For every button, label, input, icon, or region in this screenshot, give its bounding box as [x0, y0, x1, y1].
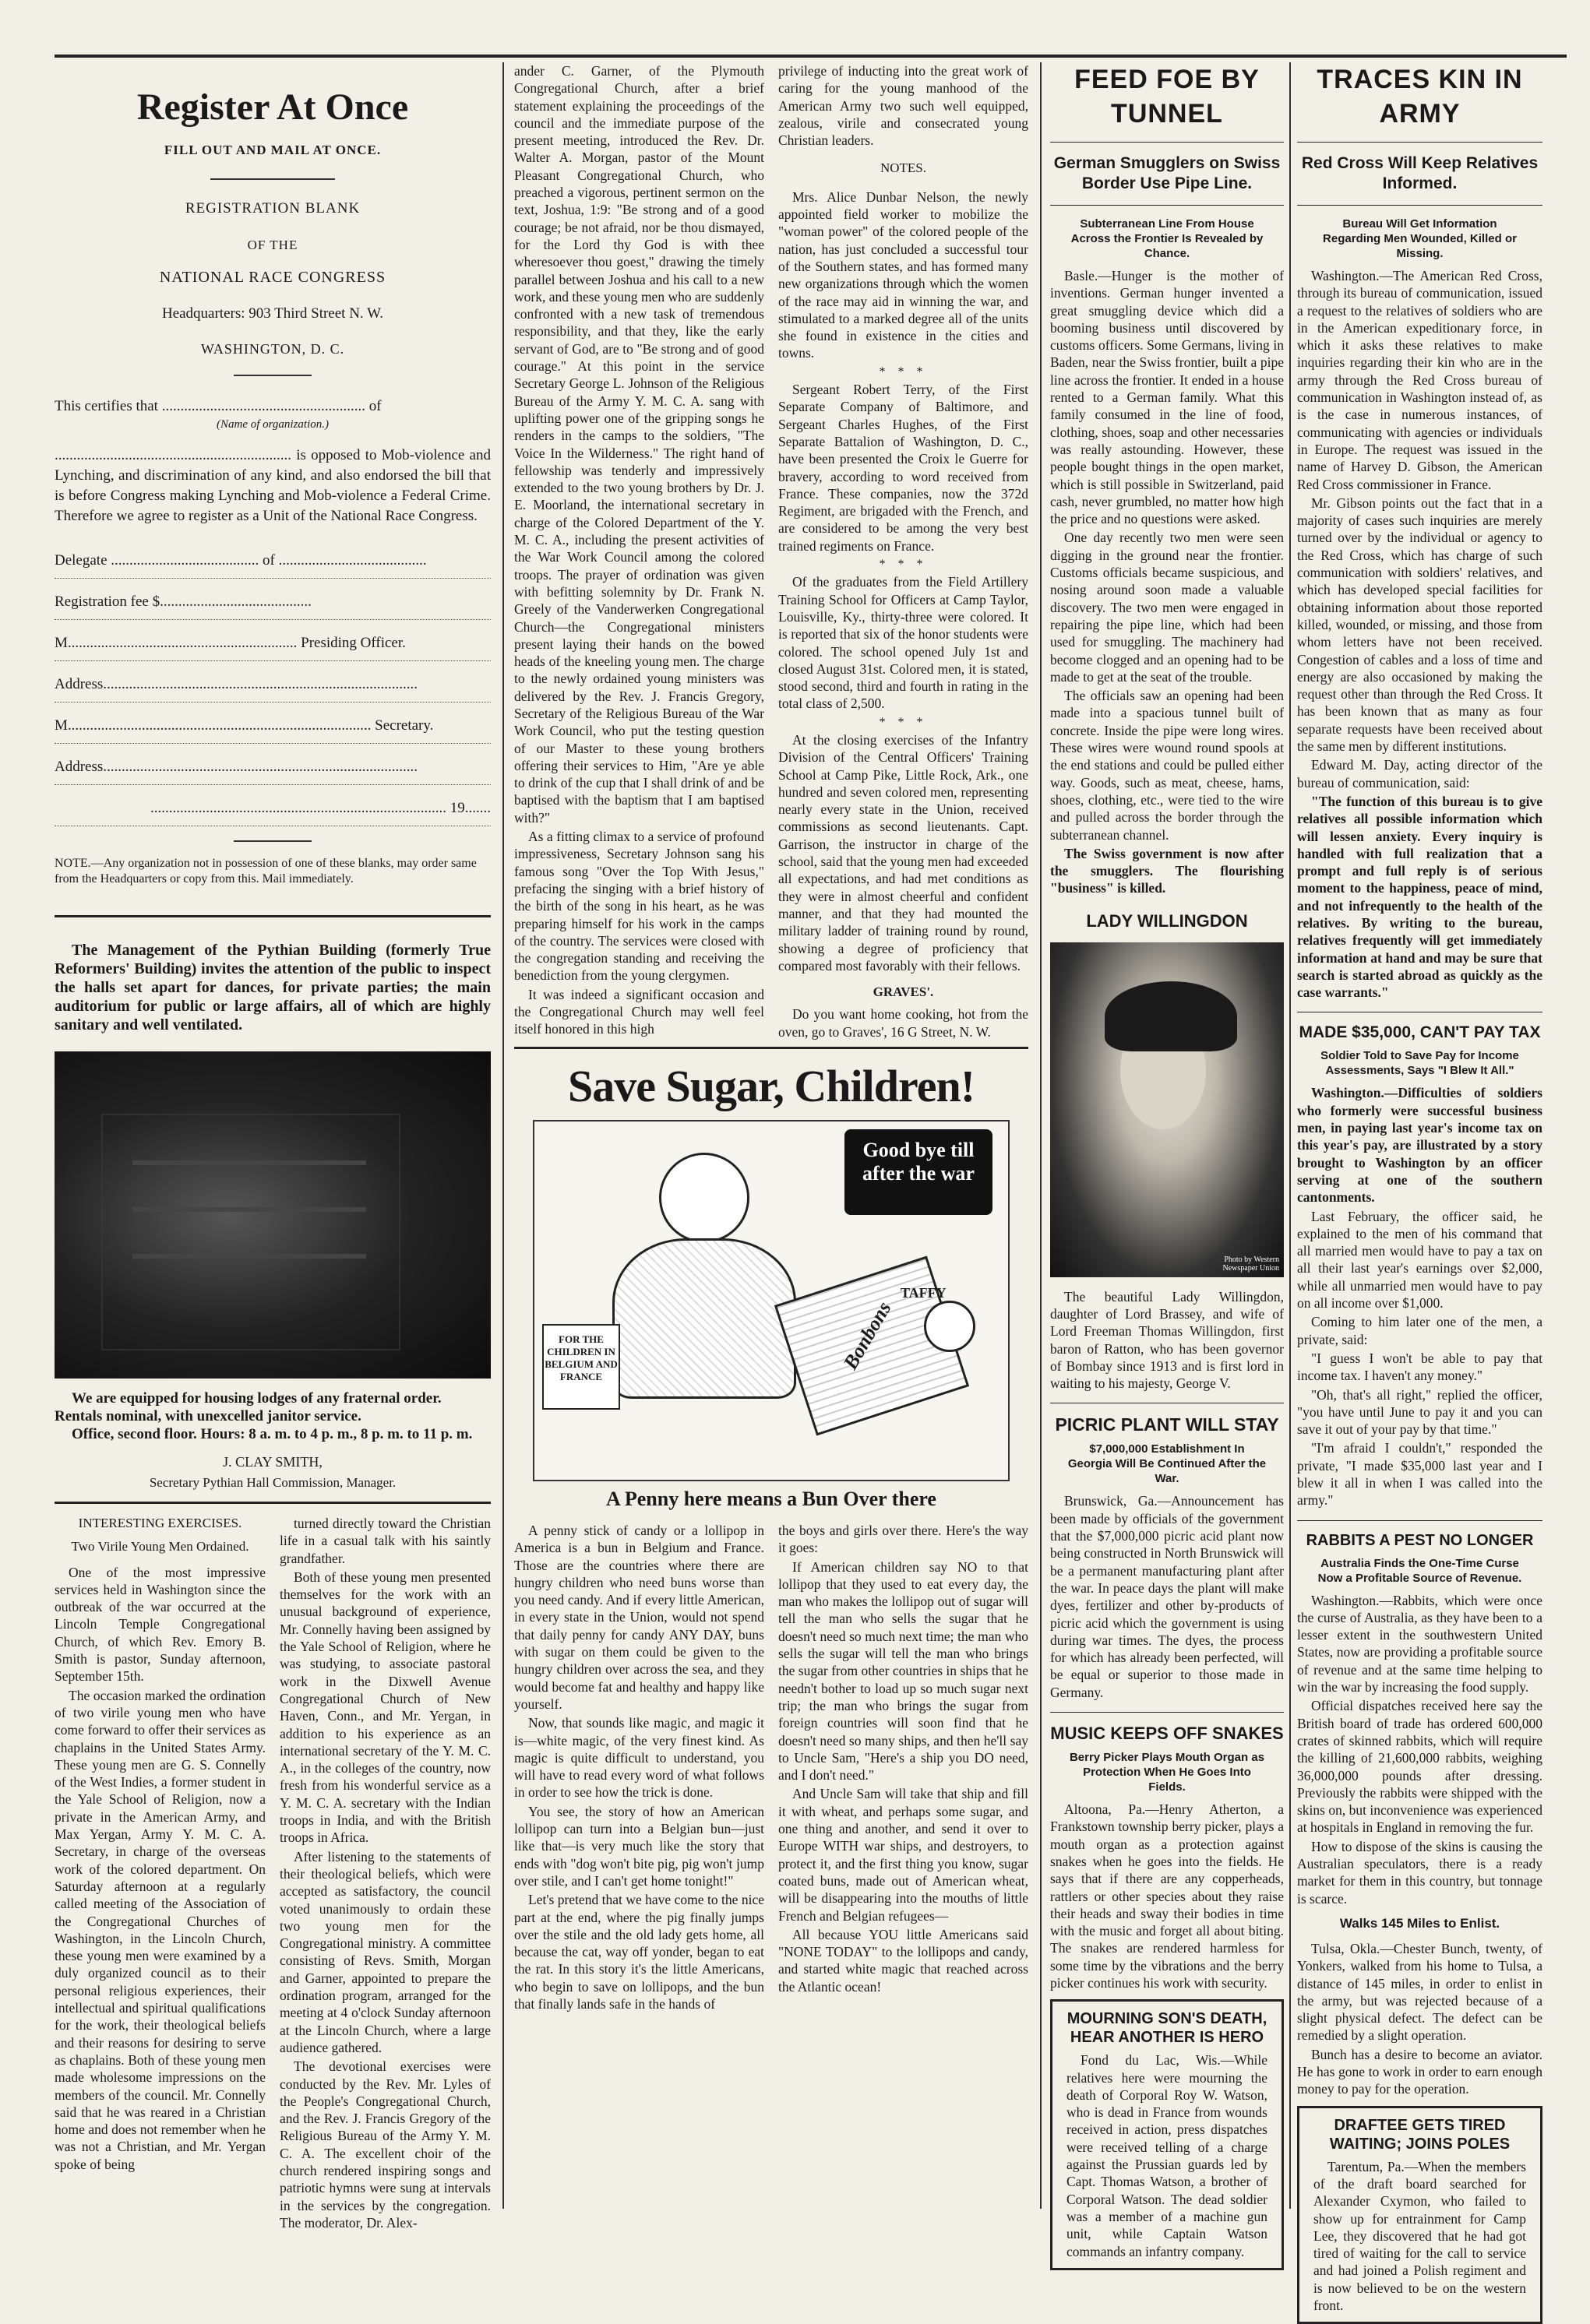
article-paragraph: Let's pretend that we have come to the nice part at the end, where the pig finally jumps over the stile and the old lady gets home, all because the cat, way off yonder, began to eat the rat. In this story it's the little Americans, who begin to save on lollipops, and the bun that finally lands safe in the hands of — [514, 1892, 764, 2012]
article-paragraph: Coming to him later one of the men, a private, said: — [1297, 1314, 1542, 1347]
divider — [234, 840, 312, 842]
pythian-lodges: We are equipped for housing lodges of any fraternal order. Rentals nominal, with unexcelled janitor service. — [55, 1390, 442, 1424]
feed-foe-deck: Subterranean Line From House Across the Frontier Is Revealed by Chance. — [1070, 217, 1264, 260]
article-paragraph: All because YOU little Americans said "NONE TODAY" to the lollipops and candy, and started white magic that reached across the Atlantic ocean! — [778, 1926, 1028, 1995]
ad-caption: A Penny here means a Bun Over there — [606, 1488, 936, 1510]
taffy-label: TAFFY — [901, 1285, 947, 1301]
middle-column — [514, 62, 1028, 2209]
article-paragraph: Mr. Gibson points out the fact that in a majority of cases such inquiries are merely turned over by the individual or agency to the Red Cross, which has charge of such communication with soldiers' relatives, and which has developed special facilities for obtaining information about those reported killed, wounded, or missing, and those from whom letters have not been received. Congestion of cables and a loss of time and energy are also occasioned by making the request other than through the Red Cross. It has been known that as many as four separate requests have been received about the same men by different institutions. — [1297, 495, 1542, 755]
girl-dress — [612, 1238, 796, 1399]
article-paragraph: How to dispose of the skins is causing the Australian speculators, there is a ready market for them in this country, but tonnage is scarce. — [1297, 1838, 1542, 1907]
draftee-box — [1297, 2106, 1542, 2324]
feed-foe-subhead: German Smugglers on Swiss Border Use Pipe Line. — [1053, 154, 1281, 192]
article-paragraph: ander C. Garner, of the Plymouth Congregational Church, after a brief statement explaining the proceedings of the council and the immediate purpose of the present meeting, introduced the Rev. Dr. Walter A. Morgan, pastor of the Mount Pleasant Congregational Church, who preached a vigorous, pertinent sermon on the text, Joshua, 1:9: "Be strong and of a good courage; be not afraid, nor be thou dismayed, for the Lord thy God is with thee wheresoever thou goest," drawing the timely parallel between Joshua and his call to a new work, and these young men who are suddenly confronted with a new task of tremendous responsibility, and that they, like the early servant of God, are to "Be strong and of good courage." At this point in the service Secretary George L. Johnson of the Religious Bureau of the Army Y. M. C. A. sang with uplifting power one of the gripping songs he renders in the camps to the soldiers, "The Voice In the Wilderness." The right hand of fellowship was tenderly and impressively extended to the two young brothers by Dr. J. E. Moorland, the international secretary in charge of the Colored Department of the Y. M. C. A., including the present activities of the War Work Council among the colored troops. The prayer of ordination was given with befitting solemnity by Dr. Frank N. Greely of the Vanderwerken Congregational Church—the Congregational ministers present laying their hands on the bowed heads of the kneeling young men. The charge to the newly ordained young ministers was delivered by the Rev. J. Francis Gregory, Secretary of the Religious Bureau of the War Work Council, who put the testing question of our Master to these young brothers offering their services to Him, "Are ye able to drink of the cup that I shall drink of and be baptised with the baptism that I am baptised with?" — [514, 63, 764, 826]
address-field-2[interactable]: Address..................................................................................... — [55, 750, 491, 785]
notes-paragraph: Mrs. Alice Dunbar Nelson, the newly appointed field worker to mobilize the "woman power" of the colored people of the nation, has just concluded a successful tour of the Southern states, and has formed many new organizations through which the women of the race may aid in winning the war, and stimulated to a marked degree all of the units she found in existence in the cities and towns. — [778, 188, 1028, 361]
article-headline: INTERESTING EXERCISES. — [78, 1516, 242, 1530]
article-paragraph: Washington.—The American Red Cross, through its bureau of communication, issued a request to the relatives of soldiers who are in the American expeditionary force, in which it asks these relatives to make inquiries regarding their kin who are in the army through the Red Cross bureau of communication in Washington instead of, as is the case in numerous instances, of communicating with agencies or individuals in Europe. The request was issued in the name of Harvey D. Gibson, the American Red Cross commissioner in France. — [1297, 268, 1542, 492]
divider — [210, 178, 335, 180]
article-paragraph: Washington.—Rabbits, which were once the curse of Australia, as they have been to a lesser extent in the southwestern United States, now are providing a profitable source of revenue and at the same time helping to win the war by increasing the food supply. — [1297, 1592, 1542, 1695]
delegate-field[interactable]: Delegate ........................................ of ........................................ — [55, 544, 491, 579]
article-paragraph: It was indeed a significant occasion and the Congregational Church may well feel itself honored in this high — [514, 986, 764, 1037]
pythian-announcement: The Management of the Pythian Building (formerly True Reformers' Building) invites the attention of the public to inspect the halls set apart for dances, for private parties; the main auditorium for public or large affairs, all of which are highly sanitary and well ventilated. — [55, 942, 491, 1033]
save-sugar-ad — [514, 1060, 1028, 2014]
traces-kin-headline: TRACES KIN IN ARMY — [1317, 65, 1523, 129]
notes-paragraph: Of the graduates from the Field Artillery Training School for Officers at Camp Taylor, Louisville, Ky., thirty-three were colored. It is reported that six of the honor students were colored. The school opened July 1st and closed August 31st. Colored men, it is stated, stood second, third and fourth in rating in the total class of 2,500. — [778, 574, 1028, 712]
article-paragraph: the boys and girls over there. Here's the way it goes: — [778, 1523, 1028, 1556]
picric-plant-heading: PICRIC PLANT WILL STAY — [1055, 1414, 1279, 1435]
article-paragraph: The Swiss government is now after the smugglers. The flourishing "business" is killed. — [1050, 845, 1284, 896]
section-rule — [55, 1502, 491, 1504]
bonbons-label: Bonbons — [838, 1298, 896, 1374]
article-paragraph: Tarentum, Pa.—When the members of the draft board searched for Alexander Cxymon, who failed to show up for entrainment for Camp Lee, they discovered that he had got tired of waiting for the call to service and had joined a Polish regiment and is now believed to be on the western front. — [1313, 2158, 1526, 2313]
income-tax-deck: Soldier Told to Save Pay for Income Assessments, Says "I Blew It All." — [1320, 1049, 1519, 1078]
picric-plant-deck: $7,000,000 Establishment In Georgia Will Be Continued After the War. — [1067, 1442, 1267, 1486]
register-title: Register At Once — [136, 86, 409, 128]
article-paragraph: "Oh, that's all right," replied the officer, "you have until June to pay it and you can save it out of your pay by that time." — [1297, 1386, 1542, 1438]
interesting-exercises-article — [55, 1515, 491, 2233]
ad-illustration — [533, 1120, 1010, 1481]
separator-stars: * * * — [879, 364, 928, 379]
article-paragraph: Last February, the officer said, he explained to the men of his command that all married men would have to pay a tax on all their last year's earnings over $2,000, while all unmarried men would have to pay on all income over $1,000. — [1297, 1208, 1542, 1312]
organization-hint: (Name of organization.) — [216, 418, 330, 431]
article-paragraph: One of the most impressive services held in Washington since the outbreak of the war occurred at the Lincoln Temple Congregational Church, of which Rev. Emory B. Smith is pastor, Sunday afternoon, September 15th. — [55, 1564, 266, 1685]
blank-title: REGISTRATION BLANK — [185, 200, 361, 217]
graves-ad: Do you want home cooking, hot from the oven, go to Graves', 16 G Street, N. W. — [778, 1006, 1028, 1040]
headquarters-address: Headquarters: 903 Third Street N. W. — [161, 305, 384, 322]
of-the-label: OF THE — [247, 238, 298, 252]
presiding-officer-field[interactable]: M.............................................................. Presiding Officer. — [55, 626, 491, 661]
article-paragraph: A penny stick of candy or a lollipop in America is a bun in Belgium and France. Those are the countries where there are hungry children who need buns worse than you need candy. And if every little American, in every state in the Union, would not spend that daily penny for candy ANY DAY, buns with sugar on them could be given to the hungry children over across the sea, and they would become fat and healthy and happy like yourself. — [514, 1523, 764, 1712]
article-paragraph: Brunswick, Ga.—Announcement has been made by officials of the government that the $7,000,000 picric acid plant now being constructed in North Brunswick will be a permanent manufacturing plant after the war. In peace days the plant will make dyes, fertilizer and other by-products of picric acid which the government is using during war times. The dyes, the process for which has already been perfected, will be equal or superior to those made in Germany. — [1050, 1493, 1284, 1700]
article-paragraph: If American children say NO to that lollipop that they used to eat every day, the man who makes the lollipop out of sugar will tell the man who sells the sugar that he doesn't need so much next time; the man who sells the sugar will tell the man who brings the sugar from other countries in ships that he needn't bother to load up so much sugar next trip; the man who brings the sugar from foreign countries will soon find that he doesn't need so many ships, and then he'll say to Uncle Sam, "Here's a ship you DO need, and I don't need." — [778, 1558, 1028, 1783]
lady-willingdon-caption — [1050, 1288, 1284, 1393]
column-rule — [502, 62, 504, 2209]
income-tax-heading: MADE $35,000, CAN'T PAY TAX — [1299, 1023, 1541, 1042]
pythian-office-hours: Office, second floor. Hours: 8 a. m. to 4 p. m., 8 p. m. to 11 p. m. — [72, 1426, 473, 1442]
music-snakes-heading: MUSIC KEEPS OFF SNAKES — [1050, 1724, 1284, 1744]
lady-willingdon-portrait — [1050, 942, 1284, 1277]
article-paragraph: The devotional exercises were conducted by the Rev. Mr. Lyles of the People's Congregational Church, and the Rev. J. Francis Gregory of the Religious Bureau of the Army Y. M. C. A. The excellent choir of the church rendered inspiring songs and patriotic hymns were sung at intervals in the services by the congregation. The moderator, Dr. Alex- — [280, 2058, 491, 2231]
rabbits-deck: Australia Finds the One-Time Curse Now a Profitable Source of Revenue. — [1317, 1556, 1522, 1585]
congress-name: NATIONAL RACE CONGRESS — [159, 269, 386, 286]
register-subtitle: FILL OUT AND MAIL AT ONCE. — [164, 143, 382, 157]
article-paragraph: The officials saw an opening had been made into a spacious tunnel built of concrete. Inside the pipe were long wires. These wires were wound round spools at the end stations and could be pulled either way. Goods, such as meat, cheese, hams, shoes, clothing, etc., were tied to the wire and pulled across the border through the subterranean channel. — [1050, 688, 1284, 843]
date-field[interactable]: ................................................................................ 19....... — [55, 791, 491, 826]
article-paragraph: Fond du Lac, Wis.—While relatives here were mourning the death of Corporal Roy W. Watson, who is dead in France from wounds received in action, press dispatches were received telling of a charge against the Prussian guards led by Capt. Thomas Watson, a brother of Corporal Watson. The dead soldier was a member of a machine gun unit, while Captain Watson commands an infantry company. — [1066, 2052, 1267, 2259]
photo-credit: Photo by Western Newspaper Union — [1222, 1255, 1279, 1273]
candy-character — [924, 1301, 975, 1352]
notes-paragraph: At the closing exercises of the Infantry Division of the Central Officers' Training School at Camp Pike, Little Rock, Ark., one hundred and seven colored men, representing nearly every state in the Union, received commissions as second lieutenants. Capt. Garrison, the instructor in charge of the school, said that the young men had exceeded all expectations, and had met conditions as they were in almost cheerful and confident manner, and that they had mounted the military ladder of training round by round, showing a degree of proficiency that compared most favorably with their fellows. — [778, 731, 1028, 974]
caption-text: The beautiful Lady Willingdon, daughter of Lord Brassey, and wife of Lord Freeman Thomas Willingdon, first baron of Ratton, who has been governor of Bombay since 1913 and is first lord in waiting to his majesty, George V. — [1050, 1288, 1284, 1392]
traces-kin-deck: Bureau Will Get Information Regarding Men Wounded, Killed or Missing. — [1323, 217, 1517, 260]
article-paragraph: "The function of this bureau is to give relatives all possible information which will lessen anxiety. Every inquiry is handled with full realization that a prompt and full reply is of serious moment to the happiness, peace of mind, and not infrequently to the health of the relatives. By writing to the bureau, relatives frequently will get immediately information at hand and may be sure that search is started abroad as quickly as the case warrants." — [1297, 793, 1542, 1001]
article-paragraph: Altoona, Pa.—Henry Atherton, a Frankstown township berry picker, plays a mouth organ as a protection against snakes when he goes into the fields. He says that if there are any copperheads, rattlers or other species about they raise their heads and sway their bodies in time with the music and forget all about biting. The snakes are rendered harmless for some time by the vibrations and the berry picker continues his work with security. — [1050, 1801, 1284, 1991]
city-label: WASHINGTON, D. C. — [200, 341, 345, 357]
separator-stars: * * * — [879, 715, 928, 729]
column-rule — [1040, 62, 1042, 2209]
address-field-1[interactable]: Address..................................................................................... — [55, 667, 491, 702]
pythian-building-photo — [55, 1051, 491, 1379]
notes-paragraph: Sergeant Robert Terry, of the First Separate Company of Baltimore, and Sergeant Charles Hughes, of the First Separate Battalion of Washington, D. C., have been presented the Croix le Guerre for bravery, according to word received from France. These companies, now the 372d Regiment, are brigaded with the French, and are considered to be among the very best trained regiments on France. — [778, 382, 1028, 554]
article-paragraph: As a fitting climax to a service of profound impressiveness, Secretary Johnson sang his famous song "Over the Top With Jesus," prefacing the singing with a brief history of the birth of the song in his heart, as he was preparing himself for his work in the camps of the country. The services were closed with the congregation standing and receiving the benediction from the young clergymen. — [514, 829, 764, 984]
separator-stars: * * * — [879, 558, 928, 572]
ad-title: Save Sugar, Children! — [567, 1061, 975, 1111]
article-paragraph: One day recently two men were seen digging in the ground near the frontier. Customs officials became suspicious, and nosing around soon made a valuable discovery. The two men were engaged in repairing the pipe line, which had been used for smuggling. The machinery had become clogged and an opening had to be made to get at the seat of the trouble. — [1050, 530, 1284, 685]
mourning-heading: MOURNING SON'S DEATH, HEAR ANOTHER IS HERO — [1066, 2010, 1267, 2047]
section-rule — [514, 1047, 1028, 1049]
girl-figure — [659, 1153, 749, 1243]
article-paragraph: Bunch has a desire to become an aviator. He has gone to work in order to earn enough money to pay for the operation. — [1297, 2046, 1542, 2097]
ordination-continued — [514, 62, 1028, 1040]
signer-name: J. CLAY SMITH, — [223, 1454, 323, 1470]
article-paragraph: Now, that sounds like magic, and magic it is—white magic, of the very finest kind. As magic is quite difficult to understand, you will have to read every word of what follows in order to see how the trick is done. — [514, 1715, 764, 1801]
speech-bubble: Good bye till after the war — [844, 1129, 992, 1215]
article-paragraph: "I'm afraid I couldn't," responded the private, "I made $35,000 last year and I blew it all in when I was called into the army." — [1297, 1440, 1542, 1509]
section-rule — [55, 915, 491, 917]
article-paragraph: Tulsa, Okla.—Chester Bunch, twenty, of Yonkers, walked from his home to Tulsa, a distance of 145 miles, in order to enlist in the army, but was rejected because of a slight physical defect. The defect can be remedied by a slight operation. — [1297, 1940, 1542, 2044]
walks-heading: Walks 145 Miles to Enlist. — [1339, 1915, 1500, 1931]
article-paragraph: The occasion marked the ordination of two virile young men who have come forward to offer their services as chaplains in the United States Army. These young men are G. S. Connelly of the West Indies, a former student in the Yale School of Religion, now a private in the American Army, and Max Yergan, Army Y. M. C. A. Secretary, in charge of the overseas work of the colored department. On Saturday afternoon at a regularly called meeting of the Association of the Congregational Churches of Washington, in the Lincoln Church, these young men were examined by a duly organized council as to their personal religious experiences, their intellectual and spiritual qualifications for the work, their theological beliefs and their reasons for desiring to serve as chaplains. Both of these young men made wholesome impressions on the members of the council. Mr. Connelly said that he was reared in a Christian home and does not remember when he was not a Christian, and Mr. Yergan spoke of being — [55, 1687, 266, 2172]
registration-note: NOTE.—Any organization not in possession of one of these blanks, may order same from the Headquarters or copy from this. Mail immediately. — [55, 857, 477, 886]
opposition-statement: ................................................................ is opposed to Mob-violence and Lynching, and discrimination of any kind, and also endorsed the bill that is before Congress making Lynching and Mob-violence a Federal Crime. Therefore we agree to register as a Unit of the National Race Congress. — [55, 447, 491, 524]
rabbits-heading: RABBITS A PEST NO LONGER — [1306, 1531, 1534, 1549]
registration-fee-field[interactable]: Registration fee $......................................... — [55, 585, 491, 620]
article-paragraph: Edward M. Day, acting director of the bureau of communication, said: — [1297, 757, 1542, 791]
article-paragraph: Washington.—Difficulties of soldiers who formerly were successful business men, in paying last year's income tax on this year's pay, are illustrated by a story brought to Washington by an officer serving at one of the southern cantonments. — [1297, 1085, 1542, 1206]
article-subheadline: Two Virile Young Men Ordained. — [71, 1539, 249, 1555]
lady-willingdon-heading: LADY WILLINGDON — [1086, 910, 1248, 931]
article-paragraph: After listening to the statements of their theological beliefs, which were accepted as satisfactory, the council voted unanimously to ordain these two young men for the Congregational ministry. A committee consisting of Revs. Smith, Morgan and Garner, appointed to prepare the ordination program, arranged for the meeting at 4 o'clock Sunday afternoon at the Lincoln Church, where a large audience gathered. — [280, 1848, 491, 2055]
article-paragraph: Official dispatches received here say the British board of trade has ordered 600,000 crates of skinned rabbits, which will require the killing of 21,600,000 rabbits, weighing 36,000,000 pounds after dressing. Previously the rabbits were shipped with the skins on, but inconvenience was experienced at hospitals in England in removing the fur. — [1297, 1698, 1542, 1836]
graves-heading: GRAVES'. — [873, 984, 934, 1000]
traces-kin-subhead: Red Cross Will Keep Relatives Informed. — [1301, 154, 1539, 192]
portrait-hair — [1105, 981, 1237, 1051]
right-column-a — [1050, 62, 1284, 2259]
article-paragraph: "I guess I won't be able to pay that income tax. I haven't any money." — [1297, 1350, 1542, 1384]
save-sugar-article — [514, 1522, 1028, 2014]
mourning-box — [1050, 1999, 1284, 2270]
article-paragraph: You see, the story of how an American lollipop can turn into a Belgian bun—just like that—is very much like the story that ends with "dog won't bite pig, pig won't jump over stile, and I can't get home tonight!" — [514, 1803, 764, 1889]
music-snakes-deck: Berry Picker Plays Mouth Organ as Protection When He Goes Into Fields. — [1069, 1751, 1265, 1794]
article-paragraph: turned directly toward the Christian life in a casual talk with his saintly grandfather. — [280, 1516, 491, 1566]
article-paragraph: Basle.—Hunger is the mother of inventions. German hunger invented a great smuggling device which did a booming business until discovered by customs officers. Some Germans, living in Baden, near the Swiss frontier, built a pipe line across the frontier. It ended in a house rented to a German family. What this family consumed in the line of food, clothing, shoes, soap and other necessaries was really astounding. However, these people bought things in the open market, which is still possible in Switzerland, paid cash, never grumbled, no matter how high the price and no questions were asked. — [1050, 268, 1284, 527]
certifies-line: This certifies that ....................................................... of — [55, 398, 382, 414]
signer-title: Secretary Pythian Hall Commission, Manager. — [149, 1475, 397, 1490]
donation-box: FOR THE CHILDREN IN BELGIUM AND FRANCE — [542, 1324, 620, 1410]
draftee-heading: DRAFTEE GETS TIRED WAITING; JOINS POLES — [1329, 2116, 1511, 2153]
top-rule — [55, 55, 1567, 58]
notes-heading: NOTES. — [880, 160, 927, 176]
feed-foe-headline: FEED FOE BY TUNNEL — [1074, 65, 1260, 129]
article-paragraph: privilege of inducting into the great work of caring for the young manhood of the American Army two such well equipped, zealous, virile and consecrated young Christian leaders. — [778, 63, 1028, 149]
right-column-b — [1297, 62, 1542, 2313]
article-paragraph: And Uncle Sam will take that ship and fill it with wheat, and perhaps some sugar, and one thing and another, and send it over to Europe WITH war ships, and destroyers, to protect it, and the first thing you know, sugar coated buns, made out of American wheat, will be disappearing into the mouths of little French and Belgian refugees— — [778, 1786, 1028, 1924]
column-rule — [1289, 62, 1291, 2209]
divider — [234, 375, 312, 376]
secretary-field[interactable]: M.................................................................................. Secretary. — [55, 709, 491, 744]
article-paragraph: Both of these young men presented themselves for the work with an unusual background of experience, Mr. Connelly having been assigned by the Yale School of Religion, where he was studying, to associate pastoral work in the Dixwell Avenue Congregational Church of New Haven, Conn., and Mr. Yergan, in addition to his experience as an international secretary of the Y. M. C. A., in the colleges of the country, now fresh from his wonderful service as a Y. M. C. A. secretary with the Indian troops in India, and with the British troops in Africa. — [280, 1569, 491, 1846]
left-column — [55, 62, 491, 2231]
